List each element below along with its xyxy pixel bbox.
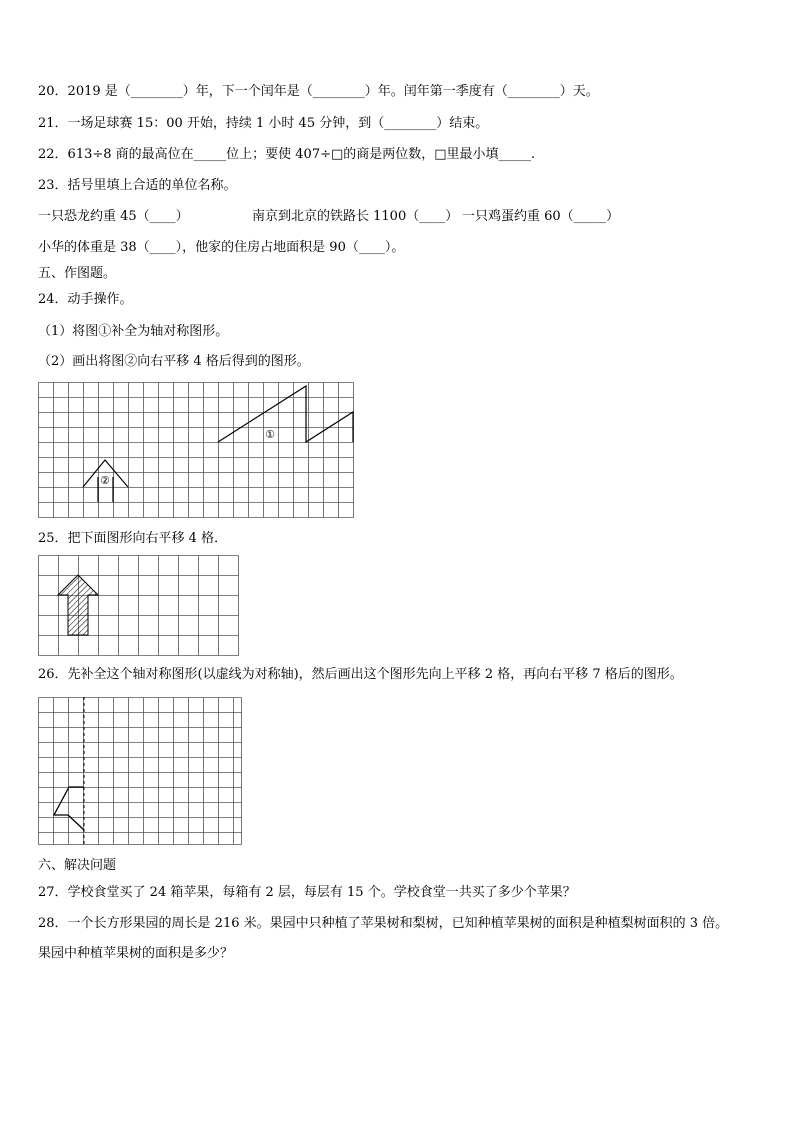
question-28-line2: 果园中种植苹果树的面积是多少？ <box>38 946 234 961</box>
question-24-part2: （2）画出将图②向右平移 4 格后得到的图形。 <box>38 354 310 369</box>
question-23-row2: 小华的体重是 38（____），他家的住房占地面积是 90（____）。 <box>38 240 405 255</box>
question-20: 20．2019 是（________）年，下一个闰年是（________）年。闰年第一季度有（________）天。 <box>38 84 599 99</box>
question-23-item-railway: 南京到北京的铁路长 1100（____） <box>252 209 459 224</box>
figure-2-label: ② <box>100 474 110 487</box>
question-24: 24．动手操作。 <box>38 292 133 307</box>
question-23-item-dinosaur: 一只恐龙约重 45（____） <box>38 209 189 224</box>
arrow-shape <box>58 575 98 635</box>
question-24-part1: （1）将图①补全为轴对称图形。 <box>38 324 229 339</box>
q24-grid-figure <box>38 382 368 520</box>
question-23: 23．括号里填上合适的单位名称。 <box>38 178 237 193</box>
half-shape <box>54 787 84 830</box>
question-25: 25．把下面图形向右平移 4 格． <box>38 531 228 546</box>
question-22: 22．613÷8 商的最高位在_____位上；要使 407÷□的商是两位数，□里最小填_____. <box>38 147 536 162</box>
q25-grid-figure <box>38 555 244 659</box>
question-21: 21．一场足球赛 15：00 开始，持续 1 小时 45 分钟，到（________）结束。 <box>38 116 489 131</box>
q26-grid-figure <box>38 697 246 847</box>
question-26: 26．先补全这个轴对称图形(以虚线为对称轴)，然后画出这个图形先向上平移 2 格，再向右平移 7 格后的图形。 <box>38 667 683 682</box>
figure-1-label: ① <box>265 428 275 441</box>
question-28-line1: 28．一个长方形果园的周长是 216 米。果园中只种植了苹果树和梨树，已知种植苹果树的面积是种植梨树面积的 3 倍。 <box>38 916 729 931</box>
question-23-item-egg: 一只鸡蛋约重 60（_____） <box>462 209 620 224</box>
question-23-row1 <box>38 209 619 225</box>
question-27: 27．学校食堂买了 24 箱苹果，每箱有 2 层，每层有 15 个。学校食堂一共买了多少个苹果？ <box>38 885 576 900</box>
q26-grid-lines <box>39 698 242 845</box>
section-6-heading: 六、解决问题 <box>38 858 117 873</box>
figure-1-shape <box>218 386 353 442</box>
section-5-heading: 五、作图题。 <box>38 266 117 281</box>
